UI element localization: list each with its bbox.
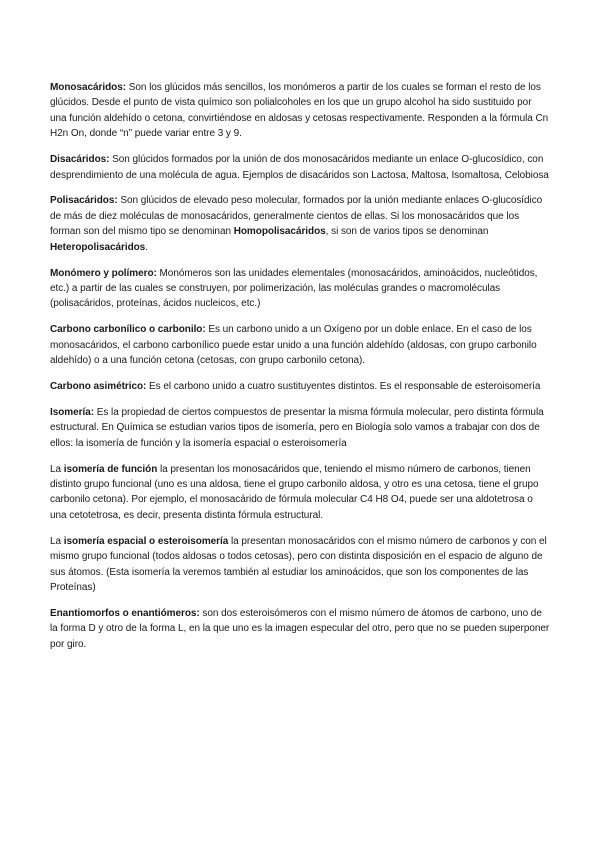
term-carbono-asimetrico: Carbono asimétrico: <box>50 381 147 392</box>
term-isomeria-espacial: isomería espacial o esteroisomería <box>63 535 229 547</box>
term-monomero-polimero: Monómero y polímero: <box>50 267 157 279</box>
paragraph-monosacaridos <box>50 80 550 142</box>
paragraph-isomeria-de-funcion <box>50 462 550 524</box>
term-polisacaridos: Polisacáridos: <box>50 195 118 207</box>
definition-text: . <box>145 241 148 253</box>
term-enantiomeros: Enantiomorfos o enantiómeros: <box>50 607 200 619</box>
term-isomeria-de-funcion: isomería de función <box>63 463 158 475</box>
definition-text: la presentan monosacáridos con el mismo número de carbonos y con el mismo grupo funcional (todos aldosas o todos cetosas), pero con distinta disposición en el espacio de alguno de sus átomos. (Esta isomería la veremos también al estudiar los aminoácidos, que son los componentes de las Proteínas) <box>50 535 547 593</box>
term-homopolisacaridos: Homopolisacáridos <box>233 226 326 238</box>
term-isomeria: Isomería: <box>50 406 95 418</box>
term-heteropolisacaridos: Heteropolisacáridos <box>50 241 146 253</box>
definition-text: Es el carbono unido a cuatro sustituyentes distintos. Es el responsable de esteroisomería <box>146 381 541 392</box>
definition-text: Monómeros son las unidades elementales (monosacáridos, aminoácidos, nucleótidos, etc.) a partir de las cuales se construyen, por polimerización, las moléculas grandes o macromoléculas (polisacáridos, proteínas, ácidos nucleicos, etc.) <box>50 267 538 310</box>
term-monosacaridos: Monosacáridos: <box>50 82 126 93</box>
paragraph-monomero-polimero <box>50 266 550 312</box>
definition-text: La <box>50 535 64 547</box>
paragraph-carbono-asimetrico <box>50 379 550 394</box>
paragraph-polisacaridos <box>50 193 550 255</box>
definition-text: Son glúcidos formados por la unión de dos monosacáridos mediante un enlace O-glucosídico, con desprendimiento de una molécula de agua. Ejemplos de disacáridos son Lactosa, Maltosa, Isomaltosa, Celobiosa <box>50 154 549 181</box>
definition-text: Es la propiedad de ciertos compuestos de presentar la misma fórmula molecular, pero distinta fórmula estructural. En Química se estudian varios tipos de isomería, pero en Biología solo vamos a trabajar con dos de ellos: la isomería de función y la isomería espacial o esteroisomería <box>50 406 544 449</box>
definition-text: La <box>50 463 64 475</box>
term-carbono-carbonilico: Carbono carbonílico o carbonilo: <box>50 324 206 336</box>
paragraph-enantiomeros <box>50 606 550 652</box>
paragraph-carbono-carbonilico <box>50 322 550 368</box>
definition-text: , si son de varios tipos se denominan <box>325 226 489 238</box>
document-page <box>50 80 550 663</box>
definition-text: Son los glúcidos más sencillos, los monómeros a partir de los cuales se forman el resto de los glúcidos. Desde el punto de vista químico son polialcoholes en los que un grupo alcohol ha sido sustituido por una función aldehído o cetona, convirtiéndose en aldosas y cetosas respectivamente. Responden a la fórmula Cn H2n On, donde “n” puede variar entre 3 y 9. <box>50 82 549 140</box>
paragraph-isomeria <box>50 405 550 451</box>
paragraph-disacaridos <box>50 152 550 183</box>
definition-text: son dos esteroisómeros con el mismo número de átomos de carbono, uno de la forma D y otro de la forma L, en la que uno es la imagen especular del otro, pero que no se pueden superponer por giro. <box>50 607 550 650</box>
definition-text: Son glúcidos de elevado peso molecular, formados por la unión mediante enlaces O-glucosídico de más de diez moléculas de monosacáridos, generalmente cientos de ellas. Si los monosacáridos que los forman son del mismo tipo se denominan <box>50 195 543 238</box>
term-disacaridos: Disacáridos: <box>50 154 110 166</box>
definition-text: Es un carbono unido a un Oxígeno por un doble enlace. En el caso de los monosacáridos, el carbono carbonílico puede estar unido a una función aldehído (aldosas, con grupo carbonilo aldehído) o a una función cetona (cetosas, con grupo carbonilo cetona). <box>50 324 537 367</box>
definition-text: la presentan los monosacáridos que, teniendo el mismo número de carbonos, tienen distinto grupo funcional (uno es una aldosa, tiene el grupo carbonilo aldosa, y otro es una cetosa, tiene el grupo carbonilo cetona). Por ejemplo, el monosacárido de fórmula molecular C4 H8 O4, puede ser una aldotetrosa o una cetotetrosa, es decir, presenta distinta fórmula estructural. <box>50 463 539 521</box>
paragraph-isomeria-espacial <box>50 534 550 596</box>
